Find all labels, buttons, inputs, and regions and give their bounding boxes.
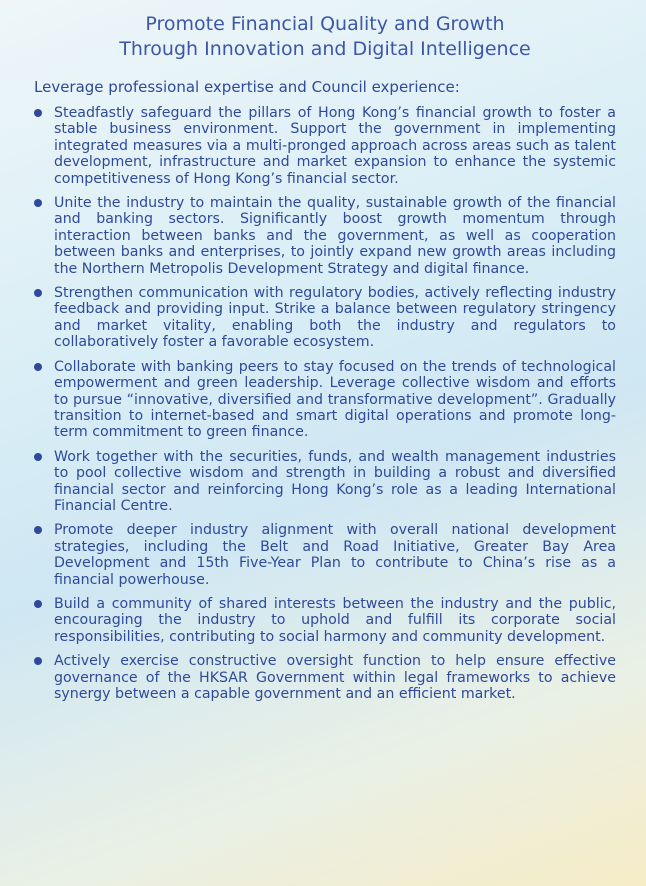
- list-item: [34, 285, 616, 351]
- bullet-icon: [34, 600, 42, 608]
- title-line-1: Promote Financial Quality and Growth: [145, 13, 505, 35]
- list-item-text: Collaborate with banking peers to stay focused on the trends of technological empowerment and green leadership. Leverage collective wisdom and efforts to pursue “innovative, diversified and transformative development”. Gradually transition to internet-based and smart digital operations and promote long-term commitment to green finance.: [54, 358, 616, 441]
- list-item: [34, 522, 616, 588]
- bullet-icon: [34, 363, 42, 371]
- bullet-icon: [34, 109, 42, 117]
- list-item-text: Build a community of shared interests between the industry and the public, encouraging the industry to uphold and fulfill its corporate social responsibilities, contributing to social harmony and community development.: [54, 595, 616, 645]
- list-item: [34, 105, 616, 187]
- list-item-text: Work together with the securities, funds, and wealth management industries to pool collective wisdom and strength in building a robust and diversified financial sector and reinforcing Hong Kong’s role as a leading International Financial Centre.: [54, 448, 616, 514]
- list-item: [34, 596, 616, 645]
- list-item: [34, 359, 616, 441]
- list-item-text: Actively exercise constructive oversight function to help ensure effective governance of the HKSAR Government within legal frameworks to achieve synergy between a capable government and an efficient market.: [54, 653, 616, 702]
- bullet-icon: [34, 289, 42, 297]
- bullet-icon: [34, 526, 42, 534]
- title-line-2: Through Innovation and Digital Intelligence: [119, 38, 531, 60]
- list-item-text: Unite the industry to maintain the quality, sustainable growth of the financial and banking sectors. Significantly boost growth momentum through interaction between banks and the government, as well as cooperation between banks and enterprises, to jointly expand new growth areas including the Northern Metropolis Development Strategy and digital finance.: [54, 195, 616, 277]
- bullet-icon: [34, 199, 42, 207]
- list-item-text: Promote deeper industry alignment with overall national development strategies, including the Belt and Road Initiative, Greater Bay Area Development and 15th Five-Year Plan to contribute to China’s rise as a financial powerhouse.: [54, 522, 616, 588]
- bullet-icon: [34, 453, 42, 461]
- list-item-text: Strengthen communication with regulatory bodies, actively reflecting industry feedback and providing input. Strike a balance between regulatory stringency and market vitality, enabling both the industry and regulators to collaboratively foster a favorable ecosystem.: [54, 285, 616, 351]
- bullet-list: [34, 105, 616, 702]
- list-item: [34, 449, 616, 515]
- list-item: [34, 653, 616, 702]
- bullet-icon: [34, 657, 42, 665]
- intro-text: Leverage professional expertise and Council experience:: [34, 78, 460, 96]
- list-item: [34, 195, 616, 277]
- page-title: [34, 12, 616, 62]
- list-item-text: Steadfastly safeguard the pillars of Hong Kong’s financial growth to foster a stable business environment. Support the government in implementing integrated measures via a multi-pronged approach across areas such as talent development, infrastructure and market expansion to enhance the systemic competitiveness of Hong Kong’s financial sector.: [54, 105, 616, 187]
